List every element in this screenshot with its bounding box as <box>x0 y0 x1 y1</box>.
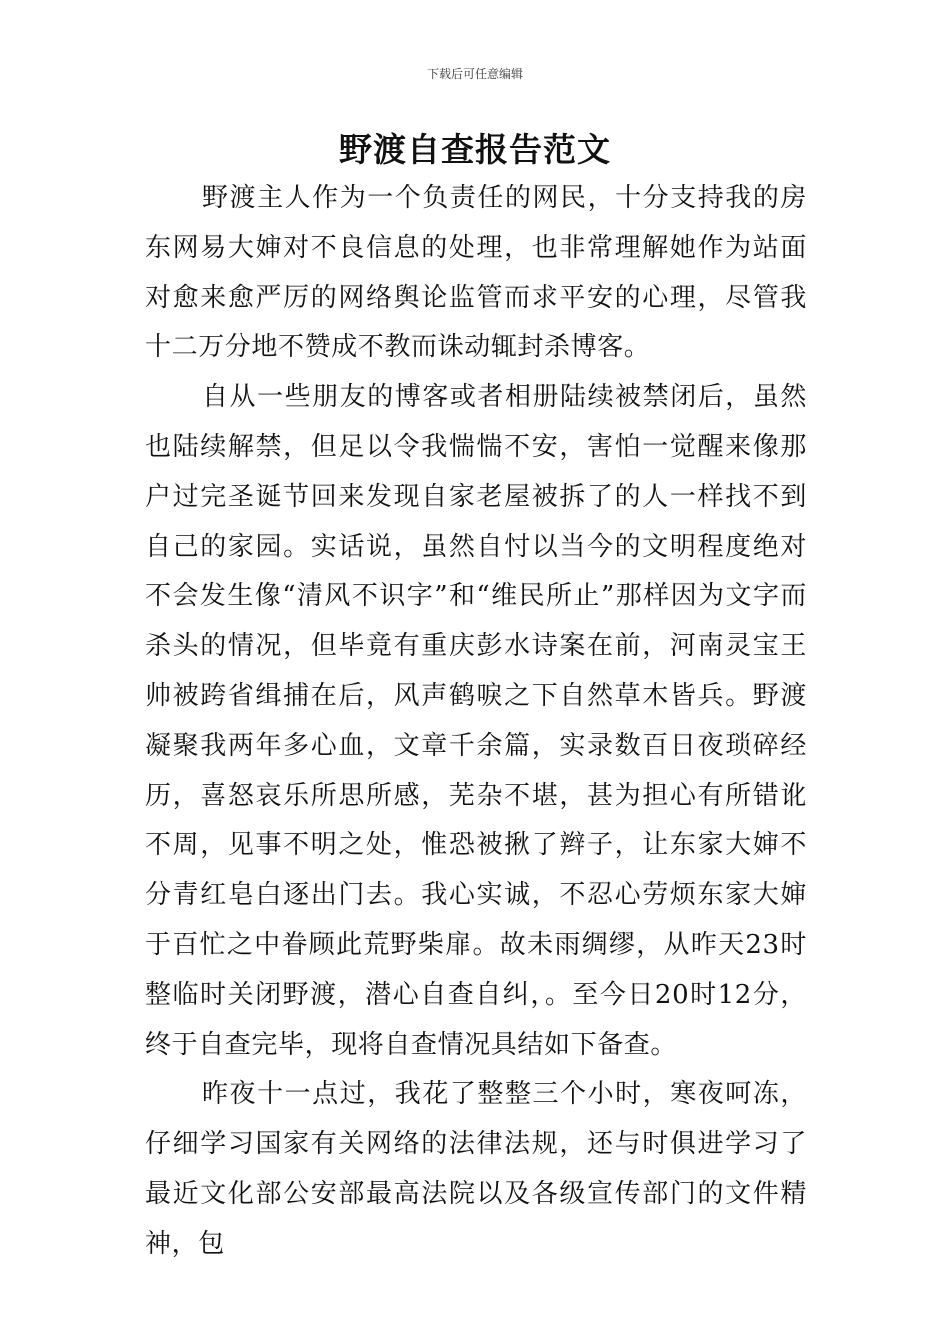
document-title: 野渡自查报告范文 <box>339 130 611 169</box>
paragraph-2: 自从一些朋友的博客或者相册陆续被禁闭后，虽然也陆续解禁，但足以令我惴惴不安，害怕一觉醒来像那户过完圣诞节回来发现自家老屋被拆了的人一样找不到自己的家园。实话说，虽然自忖以当今的文明程度绝对不会发生像“清风不识字”和“维民所止”那样因为文字而杀头的情况，但毕竟有重庆彭水诗案在前，河南灵宝王帅被跨省缉捕在后，风声鹤唳之下自然草木皆兵。野渡凝聚我两年多心血，文章千余篇，实录数百日夜琐碎经历，喜怒哀乐所思所感，芜杂不堪，甚为担心有所错讹不周，见事不明之处，惟恐被揪了辫子，让东家大婶不分青红皂白逐出门去。我心实诚，不忍心劳烦东家大婶于百忙之中眷顾此荒野柴扉。故未雨绸缪，从昨天23时整临时关闭野渡，潜心自查自纠，。至今日20时12分，终于自查完毕，现将自查情况具结如下备查。 <box>145 382 807 1060</box>
document-body <box>145 174 807 1270</box>
paragraph-3: 昨夜十一点过，我花了整整三个小时，寒夜呵冻，仔细学习国家有关网络的法律法规，还与时俱进学习了最近文化部公安部最高法院以及各级宣传部门的文件精神，包 <box>145 1079 807 1259</box>
page-header-note: 下载后可任意编辑 <box>426 67 523 81</box>
paragraph-1: 野渡主人作为一个负责任的网民，十分支持我的房东网易大婶对不良信息的处理，也非常理解她作为站面对愈来愈严厉的网络舆论监管而求平安的心理，尽管我十二万分地不赞成不教而诛动辄封杀博客。 <box>145 183 807 363</box>
